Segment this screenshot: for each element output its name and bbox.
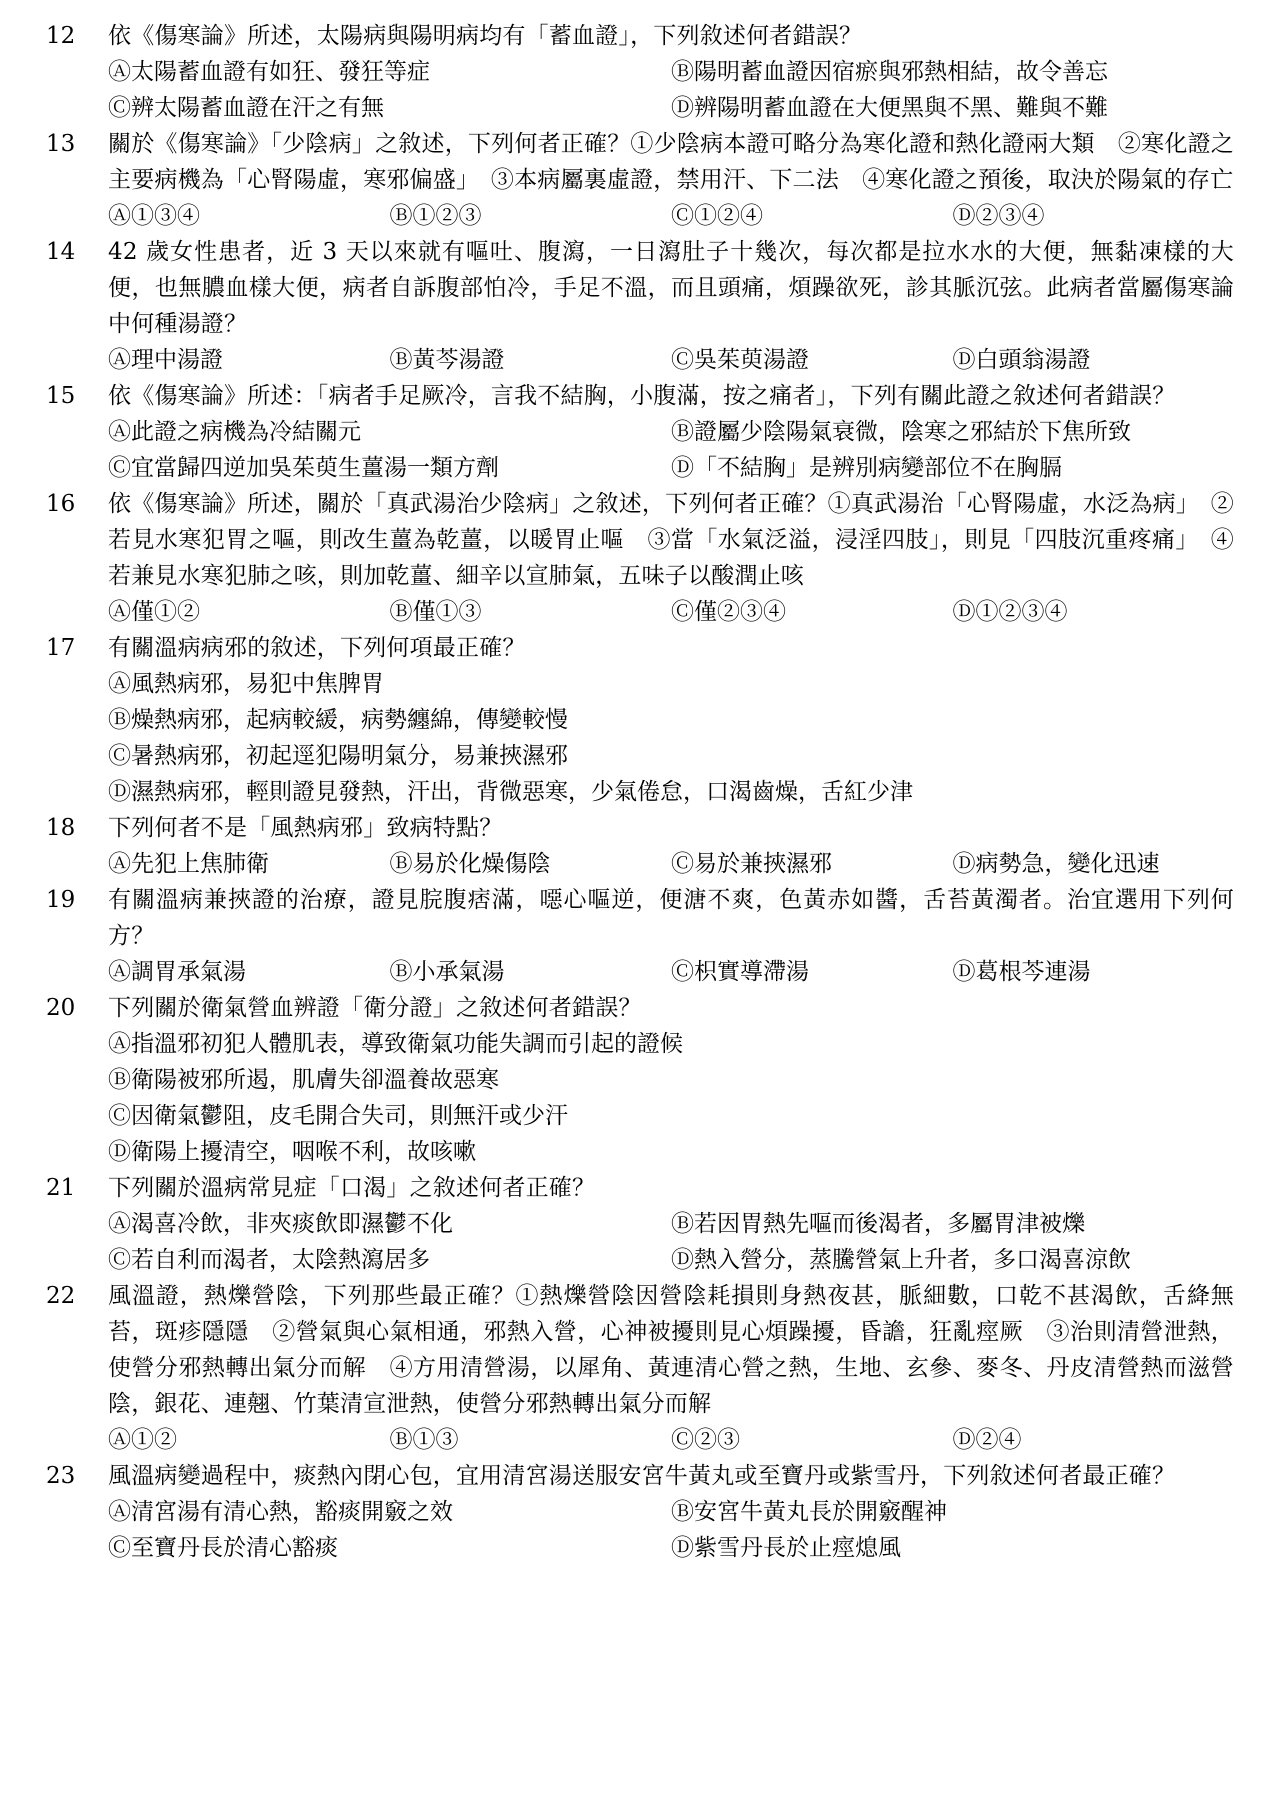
option-list	[108, 1494, 1234, 1566]
answer-option-d: Ⓓ葛根芩連湯	[952, 959, 1091, 985]
answer-option-c: Ⓒ宜當歸四逆加吳茱萸生薑湯一類方劑	[108, 455, 499, 481]
answer-option-b: Ⓑ僅①③	[389, 599, 482, 625]
question-body	[108, 234, 1234, 378]
question-body	[108, 1278, 1234, 1458]
answer-option-b: Ⓑ易於化燥傷陰	[389, 851, 551, 877]
question-number: 18	[46, 815, 76, 841]
question-body	[108, 18, 1234, 126]
answer-option-a: Ⓐ僅①②	[108, 599, 200, 625]
answer-option-d: Ⓓ衛陽上擾清空，咽喉不利，故咳嗽	[108, 1139, 476, 1165]
question-number: 22	[46, 1283, 76, 1309]
question-body	[108, 882, 1234, 990]
option-list	[108, 342, 1234, 378]
question-body	[108, 486, 1234, 630]
answer-option-c: Ⓒ辨太陽蓄血證在汗之有無	[108, 95, 384, 121]
question-stem: 下列關於溫病常見症「口渴」之敘述何者正確？	[108, 1175, 596, 1201]
question-stem: 風溫證，熱爍營陰，下列那些最正確？①熱爍營陰因營陰耗損則身熱夜甚，脈細數，口乾不甚渴飲，舌絳無苔，斑疹隱隱 ②營氣與心氣相通，邪熱入營，心神被擾則見心煩躁擾，昏譫，狂亂痙厥 ③治則清營泄熱，使營分邪熱轉出氣分而解 ④方用清營湯，以犀角、黃連清心營之熱，生地、玄參、麥冬、丹皮清營熱而滋營陰，銀花、連翹、竹葉清宣泄熱，使營分邪熱轉出氣分而解	[108, 1283, 1234, 1417]
answer-option-d: Ⓓ辨陽明蓄血證在大便黑與不黑、難與不難	[671, 95, 1108, 121]
answer-option-a: Ⓐ清宮湯有清心熱，豁痰開竅之效	[108, 1499, 453, 1525]
question-stem: 依《傷寒論》所述，關於「真武湯治少陰病」之敘述，下列何者正確？①真武湯治「心腎陽虛，水泛為病」 ②若見水寒犯胃之嘔，則改生薑為乾薑，以暖胃止嘔 ③當「水氣泛溢，浸淫四肢」，則見「四肢沉重疼痛」 ④若兼見水寒犯肺之咳，則加乾薑、細辛以宣肺氣，五味子以酸潤止咳	[108, 491, 1234, 589]
option-list	[108, 1422, 1234, 1458]
answer-option-b: Ⓑ衛陽被邪所遏，肌膚失卻溫養故惡寒	[108, 1067, 499, 1093]
question-stem: 有關溫病病邪的敘述，下列何項最正確？	[108, 635, 526, 661]
question-body	[108, 630, 1234, 810]
answer-option-d: Ⓓ熱入營分，蒸騰營氣上升者，多口渴喜涼飲	[671, 1247, 1131, 1273]
question-number: 20	[46, 995, 76, 1021]
answer-option-a: Ⓐ指溫邪初犯人體肌表，導致衛氣功能失調而引起的證候	[108, 1031, 683, 1057]
answer-option-d: Ⓓ紫雪丹長於止痙熄風	[671, 1535, 901, 1561]
answer-option-a: Ⓐ①②	[108, 1427, 177, 1453]
answer-option-b: Ⓑ陽明蓄血證因宿瘀與邪熱相結，故令善忘	[671, 59, 1108, 85]
option-list	[108, 1206, 1234, 1278]
option-list	[108, 198, 1234, 234]
question-15	[40, 378, 1234, 486]
question-23	[40, 1458, 1234, 1566]
question-stem: 有關溫病兼挾證的治療，證見脘腹痞滿，噁心嘔逆，便溏不爽，色黃赤如醬，舌苔黃濁者。治宜選用下列何方？	[108, 887, 1234, 949]
question-number: 13	[46, 131, 76, 157]
answer-option-d: Ⓓ病勢急，變化迅速	[952, 851, 1160, 877]
answer-option-d: Ⓓ白頭翁湯證	[952, 347, 1091, 373]
question-stem: 依《傷寒論》所述，太陽病與陽明病均有「蓄血證」，下列敘述何者錯誤？	[108, 23, 863, 49]
question-body	[108, 810, 1234, 882]
question-number: 17	[46, 635, 76, 661]
answer-option-c: Ⓒ若自利而渴者，太陰熱瀉居多	[108, 1247, 430, 1273]
question-18	[40, 810, 1234, 882]
question-22	[40, 1278, 1234, 1458]
question-21	[40, 1170, 1234, 1278]
answer-option-c: Ⓒ暑熱病邪，初起逕犯陽明氣分，易兼挾濕邪	[108, 743, 568, 769]
answer-option-c: Ⓒ僅②③④	[671, 599, 786, 625]
option-list	[108, 954, 1234, 990]
option-list	[108, 414, 1234, 486]
question-19	[40, 882, 1234, 990]
question-stem: 關於《傷寒論》「少陰病」之敘述，下列何者正確？①少陰病本證可略分為寒化證和熱化證兩大類 ②寒化證之主要病機為「心腎陽虛，寒邪偏盛」 ③本病屬裏虛證，禁用汗、下二法 ④寒化證之預後，取決於陽氣的存亡	[108, 131, 1234, 193]
question-number: 14	[46, 239, 76, 265]
answer-option-b: Ⓑ①②③	[389, 203, 482, 229]
answer-option-b: Ⓑ①③	[389, 1427, 459, 1453]
question-14	[40, 234, 1234, 378]
answer-option-b: Ⓑ黃芩湯證	[389, 347, 505, 373]
option-list	[108, 846, 1234, 882]
option-list	[108, 54, 1234, 126]
answer-option-d: Ⓓ「不結胸」是辨別病變部位不在胸膈	[671, 455, 1062, 481]
question-body	[108, 1458, 1234, 1566]
answer-option-a: Ⓐ理中湯證	[108, 347, 223, 373]
question-stem: 42 歲女性患者，近 3 天以來就有嘔吐、腹瀉，一日瀉肚子十幾次，每次都是拉水水的大便，無黏凍樣的大便，也無膿血樣大便，病者自訴腹部怕冷，手足不溫，而且頭痛，煩躁欲死，診其脈沉弦。此病者當屬傷寒論中何種湯證？	[108, 239, 1234, 337]
answer-option-c: Ⓒ易於兼挾濕邪	[671, 851, 832, 877]
question-number: 12	[46, 23, 76, 49]
question-number: 15	[46, 383, 76, 409]
answer-option-b: Ⓑ安宮牛黃丸長於開竅醒神	[671, 1499, 947, 1525]
answer-option-c: Ⓒ因衛氣鬱阻，皮毛開合失司，則無汗或少汗	[108, 1103, 568, 1129]
answer-option-b: Ⓑ燥熱病邪，起病較緩，病勢纏綿，傳變較慢	[108, 707, 568, 733]
answer-option-b: Ⓑ證屬少陰陽氣衰微，陰寒之邪結於下焦所致	[671, 419, 1131, 445]
option-list	[108, 594, 1234, 630]
question-body	[108, 990, 1234, 1170]
question-number: 23	[46, 1463, 76, 1489]
question-body	[108, 378, 1234, 486]
option-list	[108, 666, 1234, 810]
question-20	[40, 990, 1234, 1170]
question-stem: 依《傷寒論》所述：「病者手足厥冷，言我不結胸，小腹滿，按之痛者」，下列有關此證之敘述何者錯誤？	[108, 383, 1176, 409]
question-number: 19	[46, 887, 76, 913]
answer-option-b: Ⓑ若因胃熱先嘔而後渴者，多屬胃津被爍	[671, 1211, 1085, 1237]
answer-option-c: Ⓒ枳實導滯湯	[671, 959, 809, 985]
answer-option-d: Ⓓ濕熱病邪，輕則證見發熱，汗出，背微惡寒，少氣倦怠，口渴齒燥，舌紅少津	[108, 779, 913, 805]
option-list	[108, 1026, 1234, 1170]
question-number: 16	[46, 491, 76, 517]
answer-option-d: Ⓓ②③④	[952, 203, 1045, 229]
answer-option-d: Ⓓ②④	[952, 1427, 1022, 1453]
question-12	[40, 18, 1234, 126]
answer-option-a: Ⓐ太陽蓄血證有如狂、發狂等症	[108, 59, 430, 85]
answer-option-a: Ⓐ風熱病邪，易犯中焦脾胃	[108, 671, 384, 697]
question-stem: 下列關於衛氣營血辨證「衛分證」之敘述何者錯誤？	[108, 995, 642, 1021]
answer-option-c: Ⓒ至寶丹長於清心豁痰	[108, 1535, 338, 1561]
answer-option-c: Ⓒ吳茱萸湯證	[671, 347, 809, 373]
question-stem: 下列何者不是「風熱病邪」致病特點？	[108, 815, 503, 841]
question-17	[40, 630, 1234, 810]
question-number: 21	[46, 1175, 76, 1201]
answer-option-d: Ⓓ①②③④	[952, 599, 1068, 625]
answer-option-a: Ⓐ調胃承氣湯	[108, 959, 246, 985]
question-13	[40, 126, 1234, 234]
answer-option-a: Ⓐ①③④	[108, 203, 200, 229]
question-body	[108, 126, 1234, 234]
answer-option-c: Ⓒ①②④	[671, 203, 763, 229]
answer-option-a: Ⓐ先犯上焦肺衛	[108, 851, 269, 877]
question-body	[108, 1170, 1234, 1278]
question-stem: 風溫病變過程中，痰熱內閉心包，宜用清宮湯送服安宮牛黃丸或至寶丹或紫雪丹，下列敘述何者最正確？	[108, 1463, 1176, 1489]
answer-option-c: Ⓒ②③	[671, 1427, 740, 1453]
answer-option-a: Ⓐ此證之病機為冷結關元	[108, 419, 361, 445]
answer-option-b: Ⓑ小承氣湯	[389, 959, 505, 985]
question-16	[40, 486, 1234, 630]
answer-option-a: Ⓐ渴喜冷飲，非夾痰飲即濕鬱不化	[108, 1211, 453, 1237]
